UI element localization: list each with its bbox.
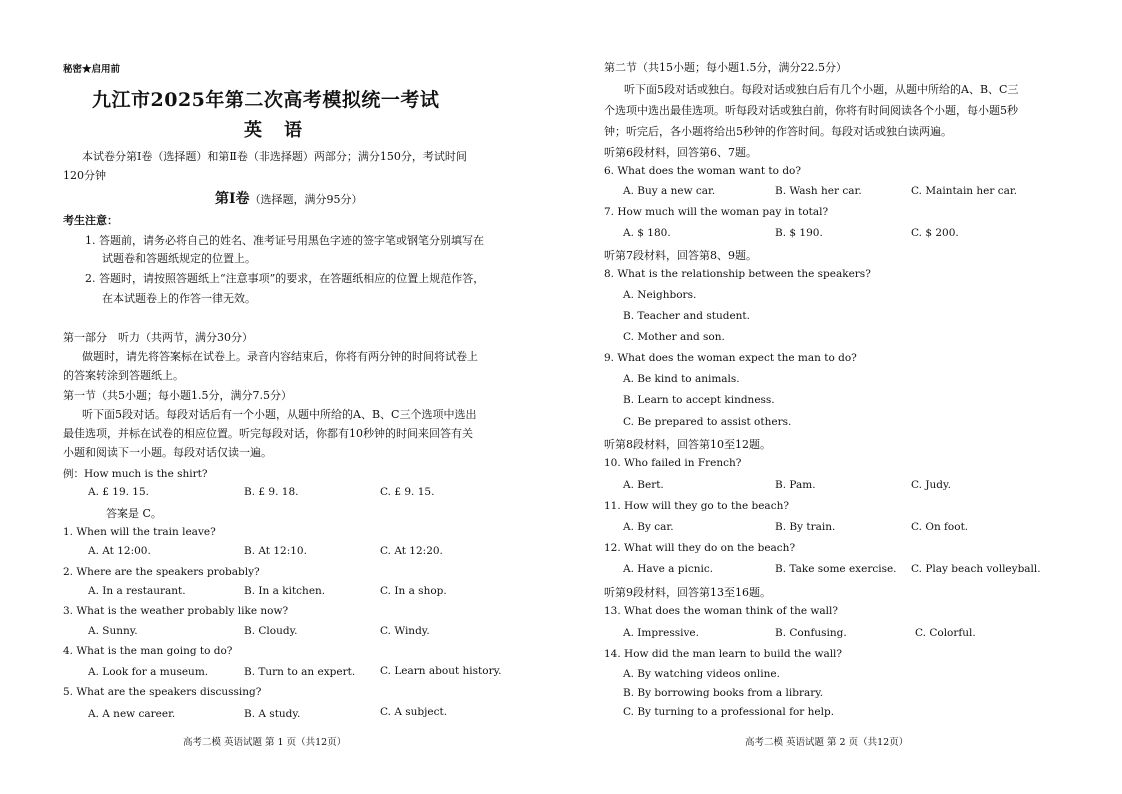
q12-option-b: B. Take some exercise.: [775, 563, 897, 575]
listen-8-label: 听第8段材料，回答第10至12题。: [604, 438, 771, 451]
q7-option-a: A. $ 180.: [623, 227, 671, 239]
q13-option-a: A. Impressive.: [623, 627, 699, 639]
subject-title: 英语: [244, 120, 324, 141]
q3-option-a: A. Sunny.: [88, 625, 138, 637]
section1-instr-line1: 听下面5段对话。每段对话后有一个小题，从题中所给的A、B、C三个选项中选出: [82, 408, 477, 421]
q13-option-b: B. Confusing.: [775, 627, 847, 639]
question-8: 8. What is the relationship between the speakers?: [604, 268, 871, 280]
volume-title: 第Ⅰ卷: [215, 191, 250, 207]
part1-instr-line2: 的答案转涂到答题纸上。: [63, 369, 184, 382]
question-2: 2. Where are the speakers probably?: [63, 566, 260, 578]
notice1-line2: 试题卷和答题纸规定的位置上。: [102, 252, 256, 265]
question-5: 5. What are the speakers discussing?: [63, 686, 262, 698]
q14-option-b: B. By borrowing books from a library.: [623, 687, 824, 699]
notice2-line1: 2. 答题时，请按照答题纸上“注意事项”的要求，在答题纸相应的位置上规范作答，: [85, 272, 485, 285]
q3-option-c: C. Windy.: [380, 625, 430, 637]
section1-instr-line3: 小题和阅读下一小题。每段对话仅读一遍。: [63, 446, 272, 459]
secret-label: 秘密★启用前: [63, 64, 121, 75]
q11-option-c: C. On foot.: [911, 521, 969, 533]
q10-option-b: B. Pam.: [775, 479, 816, 491]
q10-option-a: A. Bert.: [623, 479, 664, 491]
section2-instr-line1: 听下面5段对话或独白。每段对话或独白后有几个小题，从题中所给的A、B、C三: [624, 83, 1019, 96]
listen-6-label: 听第6段材料，回答第6、7题。: [604, 146, 757, 159]
q1-option-b: B. At 12:10.: [244, 545, 307, 557]
q2-option-c: C. In a shop.: [380, 585, 447, 597]
q7-option-b: B. $ 190.: [775, 227, 823, 239]
notice1-line1: 1. 答题前，请务必将自己的姓名、准考证号用黑色字迹的签字笔或钢笔分别填写在: [85, 234, 484, 247]
q12-option-c: C. Play beach volleyball.: [911, 563, 1041, 575]
question-7: 7. How much will the woman pay in total?: [604, 206, 829, 218]
q6-option-a: A. Buy a new car.: [623, 185, 716, 197]
q12-option-a: A. Have a picnic.: [623, 563, 714, 575]
page-right: [561, 0, 1122, 794]
q2-option-b: B. In a kitchen.: [244, 585, 326, 597]
example-option-b: B. £ 9. 18.: [244, 486, 299, 498]
example-option-a: A. £ 19. 15.: [88, 486, 150, 498]
question-6: 6. What does the woman want to do?: [604, 165, 801, 177]
q9-option-a: A. Be kind to animals.: [623, 373, 740, 385]
example-option-c: C. £ 9. 15.: [380, 486, 435, 498]
intro-line2: 120分钟: [63, 169, 106, 182]
question-3: 3. What is the weather probably like now?: [63, 605, 289, 617]
volume-note: （选择题，满分95分）: [249, 193, 363, 206]
question-4: 4. What is the man going to do?: [63, 645, 233, 657]
question-9: 9. What does the woman expect the man to do?: [604, 352, 857, 364]
q10-option-c: C. Judy.: [911, 479, 951, 491]
q4-option-b: B. Turn to an expert.: [244, 666, 356, 678]
q1-option-c: C. At 12:20.: [380, 545, 443, 557]
q13-option-c: C. Colorful.: [915, 627, 976, 639]
question-11: 11. How will they go to the beach?: [604, 500, 789, 512]
notice2-line2: 在本试题卷上的作答一律无效。: [102, 292, 256, 305]
example-question: 例：How much is the shirt?: [63, 468, 208, 480]
q11-option-a: A. By car.: [623, 521, 674, 533]
part1-instr-line1: 做题时，请先将答案标在试卷上。录音内容结束后，你将有两分钟的时间将试卷上: [82, 350, 478, 363]
q7-option-c: C. $ 200.: [911, 227, 959, 239]
section1-instr-line2: 最佳选项，并标在试卷的相应位置。听完每段对话，你都有10秒钟的时间来回答有关: [63, 427, 473, 440]
q14-option-c: C. By turning to a professional for help.: [623, 706, 835, 718]
q5-option-a: A. A new career.: [88, 708, 176, 720]
q2-option-a: A. In a restaurant.: [88, 585, 186, 597]
exam-title: 九江市2025年第二次高考模拟统一考试: [92, 89, 440, 111]
volume-heading: [215, 188, 363, 208]
example-answer: 答案是 C。: [106, 507, 162, 520]
page-footer-right: 高考二模 英语试题 第 2 页（共12页）: [745, 737, 909, 748]
q4-option-c: C. Learn about history.: [380, 665, 502, 677]
q5-option-b: B. A study.: [244, 708, 301, 720]
q1-option-a: A. At 12:00.: [88, 545, 151, 557]
section2-title: 第二节（共15小题；每小题1.5分，满分22.5分）: [604, 61, 847, 74]
part1-title: 第一部分 听力（共两节，满分30分）: [63, 331, 253, 344]
page-footer-left: 高考二模 英语试题 第 1 页（共12页）: [183, 737, 347, 748]
q11-option-b: B. By train.: [775, 521, 836, 533]
q8-option-a: A. Neighbors.: [623, 289, 697, 301]
question-10: 10. Who failed in French?: [604, 457, 742, 469]
q9-option-b: B. Learn to accept kindness.: [623, 394, 775, 406]
listen-9-label: 听第9段材料，回答第13至16题。: [604, 586, 771, 599]
q8-option-c: C. Mother and son.: [623, 331, 725, 343]
q5-option-c: C. A subject.: [380, 706, 448, 718]
question-1: 1. When will the train leave?: [63, 526, 216, 538]
q9-option-c: C. Be prepared to assist others.: [623, 416, 792, 428]
question-14: 14. How did the man learn to build the wall?: [604, 648, 843, 660]
section2-instr-line3: 钟；听完后，各小题将给出5秒钟的作答时间。每段对话或独白读两遍。: [604, 125, 952, 138]
intro-line1: 本试卷分第Ⅰ卷（选择题）和第Ⅱ卷（非选择题）两部分；满分150分，考试时间: [82, 150, 467, 163]
q14-option-a: A. By watching videos online.: [623, 668, 780, 680]
q6-option-c: C. Maintain her car.: [911, 185, 1018, 197]
q3-option-b: B. Cloudy.: [244, 625, 298, 637]
q6-option-b: B. Wash her car.: [775, 185, 862, 197]
listen-7-label: 听第7段材料，回答第8、9题。: [604, 249, 757, 262]
section1-title: 第一节（共5小题；每小题1.5分，满分7.5分）: [63, 389, 292, 402]
q4-option-a: A. Look for a museum.: [88, 666, 209, 678]
question-13: 13. What does the woman think of the wall?: [604, 605, 839, 617]
q8-option-b: B. Teacher and student.: [623, 310, 750, 322]
section2-instr-line2: 个选项中选出最佳选项。听每段对话或独白前，你将有时间阅读各个小题，每小题5秒: [604, 104, 1018, 117]
question-12: 12. What will they do on the beach?: [604, 542, 796, 554]
notice-title: 考生注意：: [63, 214, 118, 227]
